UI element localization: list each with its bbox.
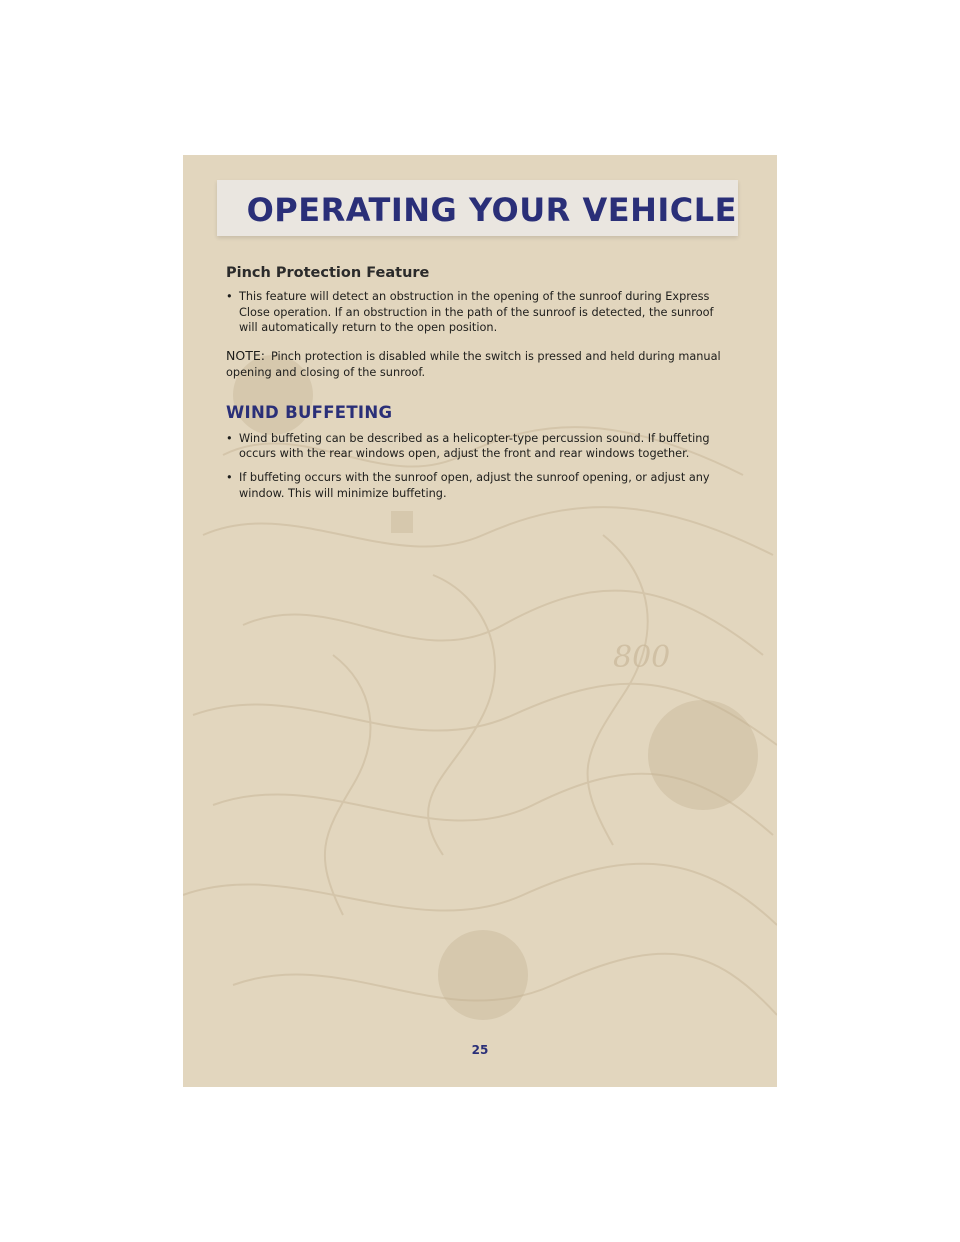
note-text: Pinch protection is disabled while the switch is pressed and held during manual opening and closing of the sunroof. bbox=[226, 349, 721, 379]
page-content bbox=[226, 265, 734, 509]
bullet-text: This feature will detect an obstruction in the opening of the sunroof during Express Close operation. If an obstruction in the path of the sunroof is detected, the sunroof will automatically return to the open position. bbox=[239, 290, 714, 335]
manual-page bbox=[183, 155, 777, 1087]
pinch-bullet-list bbox=[226, 289, 734, 336]
svg-text:800: 800 bbox=[613, 640, 671, 675]
bullet-icon: • bbox=[226, 470, 233, 484]
bullet-text: If buffeting occurs with the sunroof open, adjust the sunroof opening, or adjust any window. This will minimize buffeting. bbox=[239, 470, 710, 500]
page-title: OPERATING YOUR VEHICLE bbox=[246, 191, 737, 229]
note-label: NOTE: bbox=[226, 347, 265, 363]
pinch-note bbox=[226, 348, 734, 381]
list-item bbox=[226, 470, 734, 501]
list-item bbox=[226, 289, 734, 336]
bullet-icon: • bbox=[226, 431, 233, 445]
list-item bbox=[226, 431, 734, 462]
page-number: 25 bbox=[471, 1043, 489, 1057]
bullet-text: Wind buffeting can be described as a helicopter-type percussion sound. If buffeting occurs with the rear windows open, adjust the front and rear windows together. bbox=[239, 431, 710, 461]
wind-buffeting-heading: WIND BUFFETING bbox=[226, 402, 393, 422]
bullet-icon: • bbox=[226, 290, 233, 303]
pinch-protection-heading: Pinch Protection Feature bbox=[226, 265, 430, 281]
wind-bullet-list bbox=[226, 431, 734, 501]
